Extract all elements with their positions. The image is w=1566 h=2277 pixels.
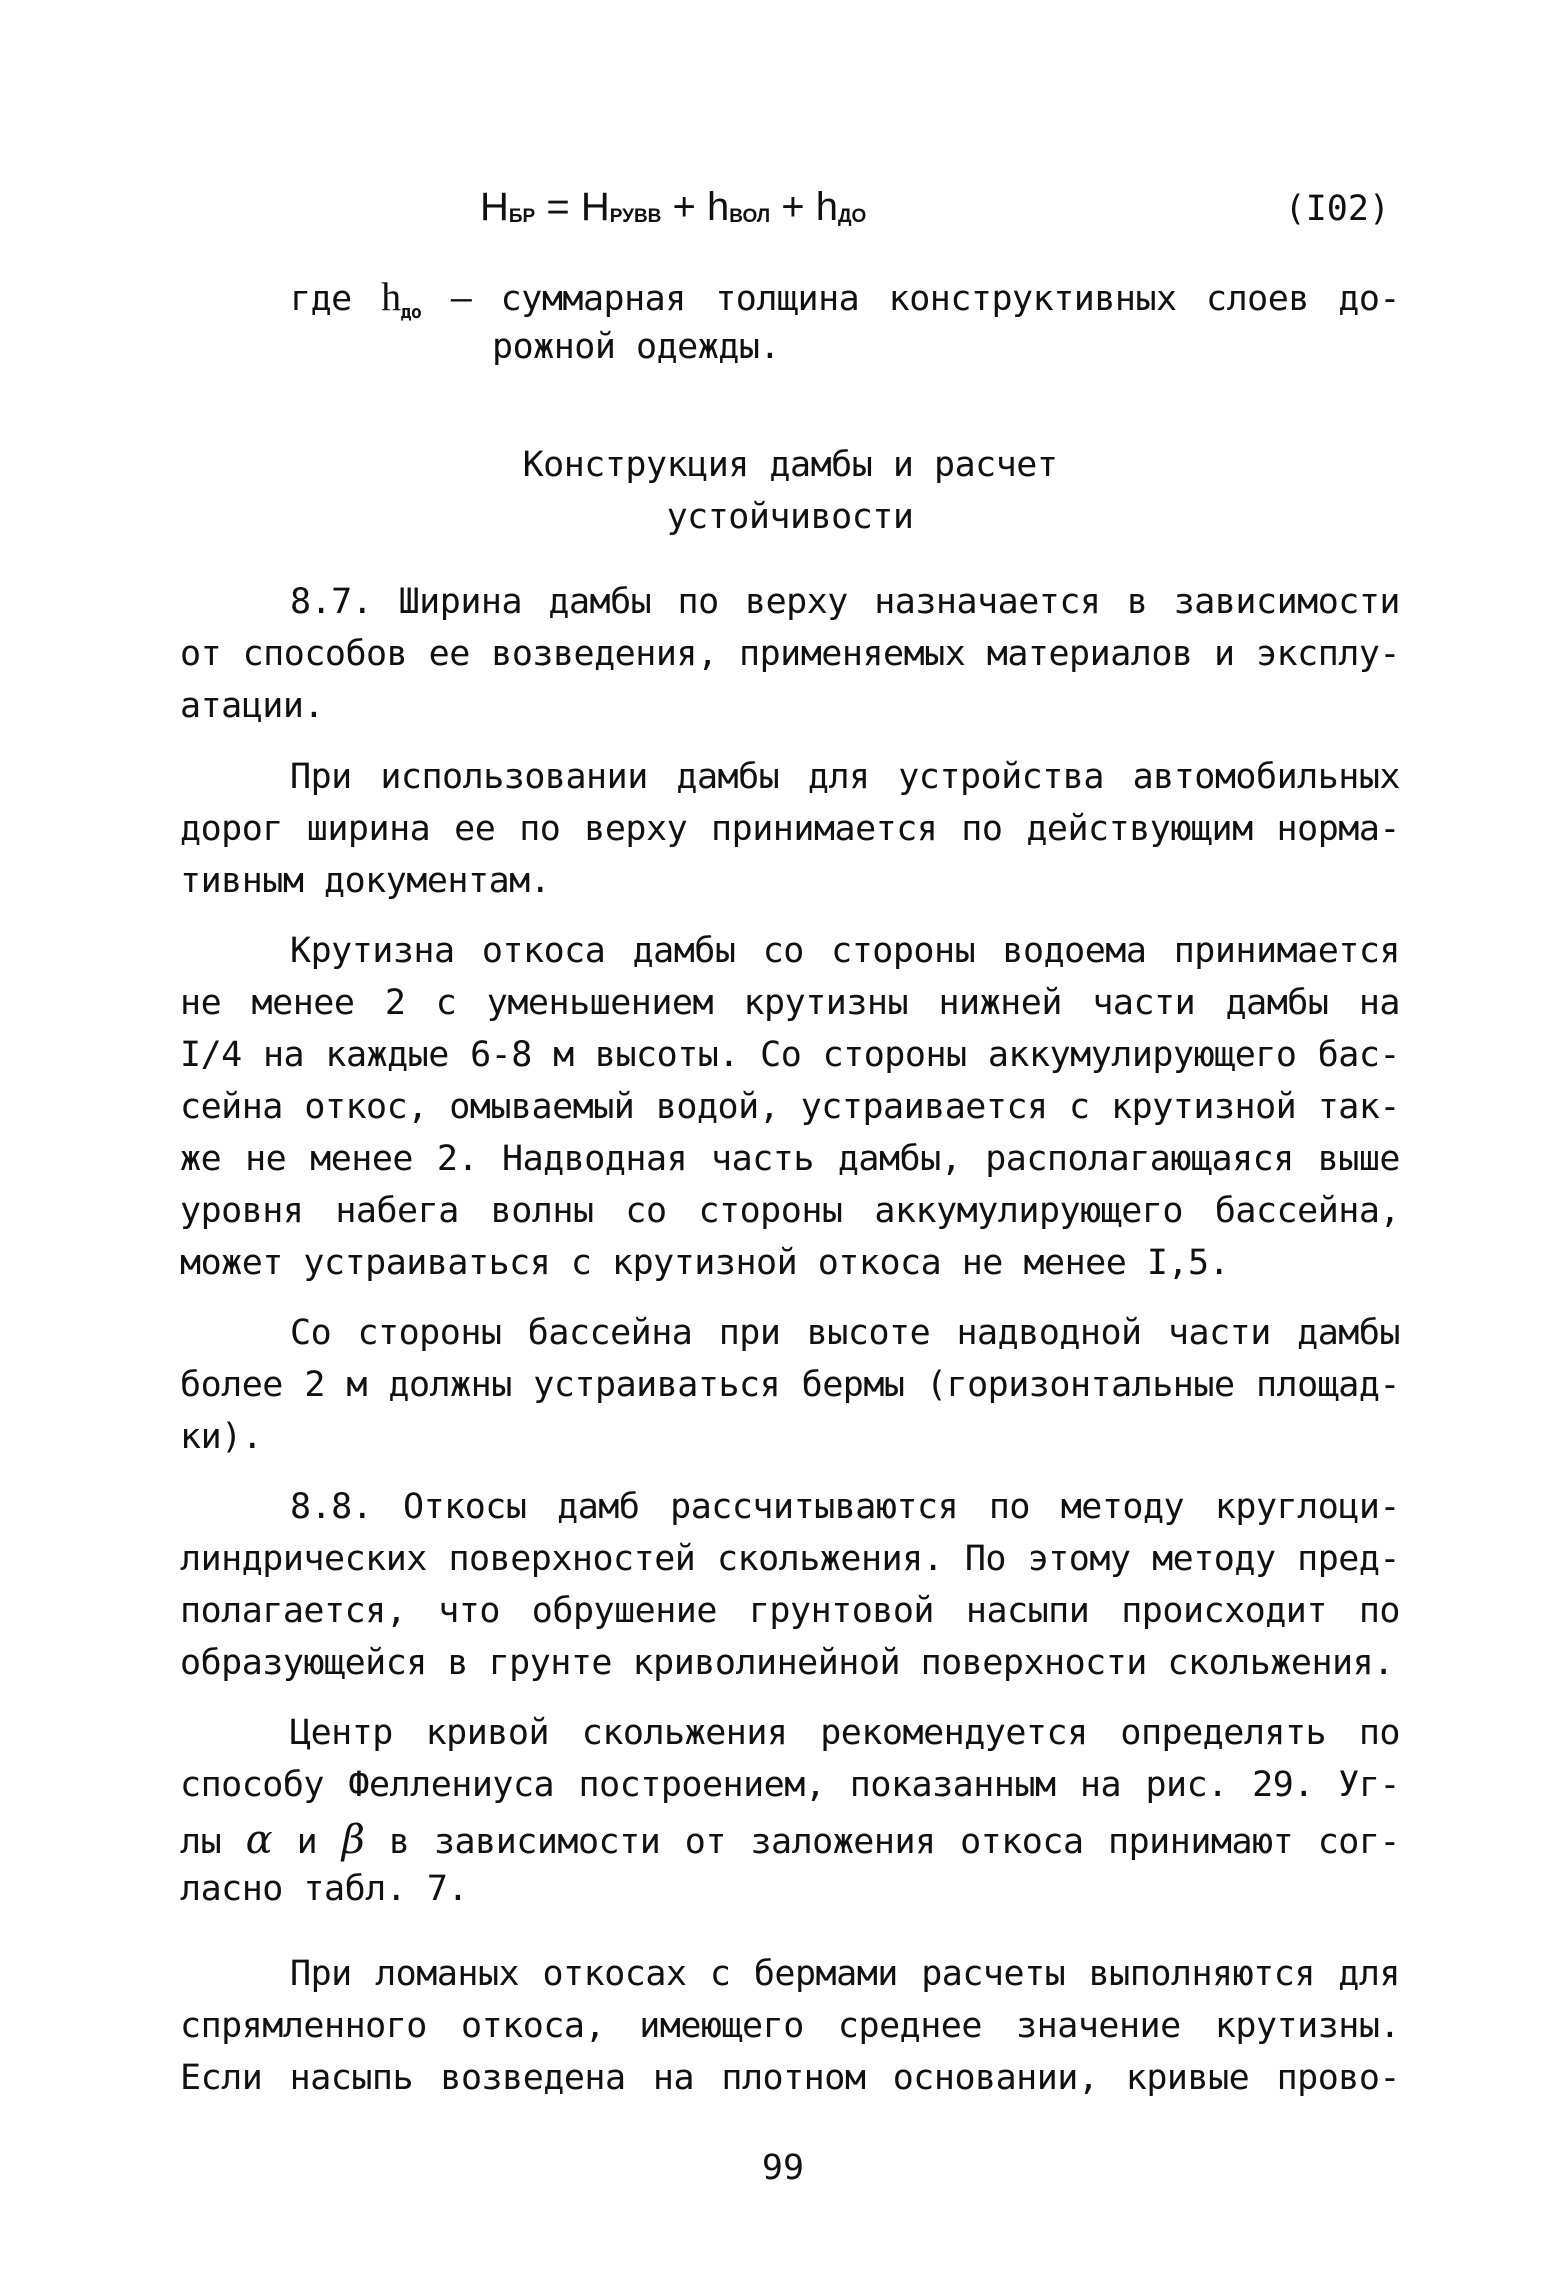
text-line: способу Феллениуса построением, показанным на рис. 29. Уг- bbox=[180, 1765, 1400, 1805]
beta-symbol: β bbox=[341, 1817, 365, 1863]
text-line: может устраиваться с крутизной откоса не менее I,5. bbox=[180, 1243, 1230, 1283]
text-line: от способов ее возведения, применяемых материалов и эксплу- bbox=[180, 634, 1400, 674]
text-line: Центр кривой скольжения рекомендуется определять по bbox=[290, 1713, 1400, 1753]
section-heading-line-2: устойчивости bbox=[666, 497, 914, 537]
section-heading-line-1: Конструкция дамбы и расчет bbox=[522, 445, 1058, 485]
text-line: При использовании дамбы для устройства автомобильных bbox=[290, 757, 1400, 797]
text-line: более 2 м должны устраиваться бермы (горизонтальные площад- bbox=[180, 1365, 1400, 1405]
text-line: полагается, что обрушение грунтовой насыпи происходит по bbox=[180, 1591, 1400, 1631]
text-line: Со стороны бассейна при высоте надводной части дамбы bbox=[290, 1313, 1400, 1353]
page-number: 99 bbox=[761, 2148, 805, 2188]
text-line: Если насыпь возведена на плотном основании, кривые прово- bbox=[180, 2058, 1400, 2098]
formula-102: $H_{БР} = H_{РУВВ} + h_{ВОЛ} + h_{ДО}$ bbox=[480, 185, 867, 229]
text-line: атации. bbox=[180, 686, 325, 726]
where-line-2: рожной одежды. bbox=[492, 327, 781, 367]
text-line: ласно табл. 7. bbox=[180, 1869, 469, 1909]
text-line-with-angles: лы α и β в зависимости от заложения откоса принимают сог- bbox=[180, 1817, 1400, 1863]
text-line: линдрических поверхностей скольжения. По этому методу пред- bbox=[180, 1539, 1400, 1579]
alpha-symbol: α bbox=[245, 1817, 273, 1863]
text-line: спрямленного откоса, имеющего среднее значение крутизны. bbox=[180, 2006, 1400, 2046]
text-line: 8.8. Откосы дамб рассчитываются по методу круглоци- bbox=[290, 1487, 1400, 1527]
text-line: дорог ширина ее по верху принимается по действующим норма- bbox=[180, 809, 1400, 849]
formula-block bbox=[470, 185, 1390, 245]
text-line: образующейся в грунте криволинейной поверхности скольжения. bbox=[180, 1643, 1394, 1683]
text-line: сейна откос, омываемый водой, устраивается с крутизной так- bbox=[180, 1087, 1400, 1127]
text-line: При ломаных откосах с бермами расчеты выполняются для bbox=[290, 1954, 1400, 1994]
text-line: не менее 2 с уменьшением крутизны нижней части дамбы на bbox=[180, 983, 1400, 1023]
where-line-1: где $h_{до}$ – суммарная толщина конструктивных слоев до- bbox=[290, 274, 1400, 323]
text-line: ки). bbox=[180, 1417, 263, 1457]
text-line: уровня набега волны со стороны аккумулирующего бассейна, bbox=[180, 1191, 1400, 1231]
text-line: тивным документам. bbox=[180, 861, 551, 901]
text-line: I/4 на каждые 6-8 м высоты. Со стороны аккумулирующего бас- bbox=[180, 1035, 1400, 1075]
equation-number: (I02) bbox=[1284, 189, 1390, 229]
text-line: же не менее 2. Надводная часть дамбы, располагающаяся выше bbox=[180, 1139, 1400, 1179]
text-line: Крутизна откоса дамбы со стороны водоема принимается bbox=[290, 931, 1400, 971]
text-line: 8.7. Ширина дамбы по верху назначается в зависимости bbox=[290, 582, 1400, 622]
